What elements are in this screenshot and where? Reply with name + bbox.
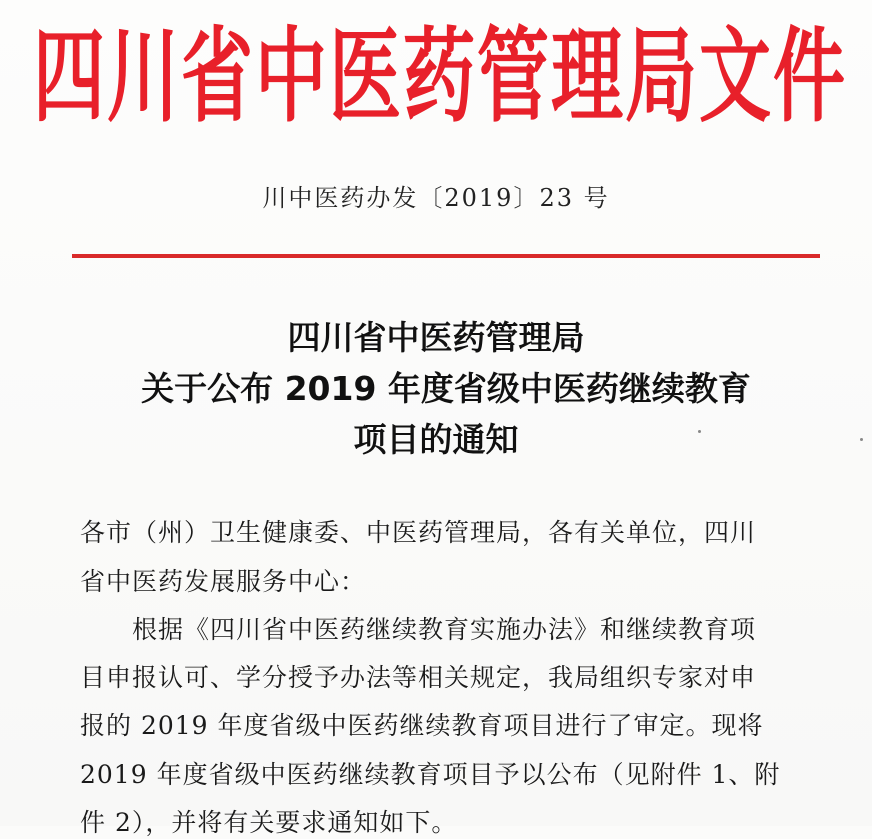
- scan-speck: [860, 438, 863, 441]
- red-divider-line: [72, 254, 820, 258]
- scan-speck: [698, 430, 701, 433]
- notice-title-line-1: 四川省中医药管理局: [287, 318, 585, 357]
- body-paragraph-line: 2019 年度省级中医药继续教育项目予以公布（见附件 1、附: [80, 760, 781, 789]
- body-line-addressee-cont: 省中医药发展服务中心：: [80, 567, 367, 596]
- masthead-title: 四川省中医药管理局文件: [33, 14, 848, 136]
- body-line-addressee: 各市（州）卫生健康委、中医药管理局，各有关单位，四川: [80, 518, 757, 547]
- body-paragraph-line: 报的 2019 年度省级中医药继续教育项目进行了审定。现将: [80, 711, 764, 740]
- body-paragraph-line: 件 2），并将有关要求通知如下。: [80, 808, 458, 837]
- notice-title-line-3: 项目的通知: [353, 420, 519, 459]
- body-paragraph-line: 根据《四川省中医药继续教育实施办法》和继续教育项: [132, 615, 757, 644]
- body-paragraph-line: 目申报认可、学分授予办法等相关规定，我局组织专家对申: [80, 663, 757, 692]
- document-number: 川中医药办发〔2019〕23 号: [262, 184, 610, 212]
- notice-title-line-2: 关于公布 2019 年度省级中医药继续教育: [141, 369, 751, 408]
